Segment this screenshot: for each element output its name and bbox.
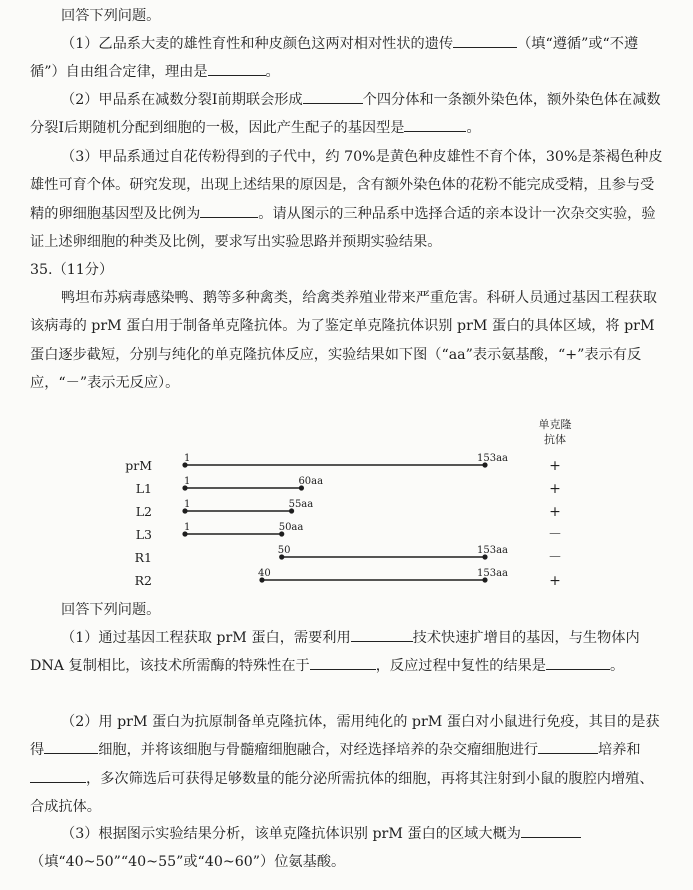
question-a3	[30, 143, 666, 256]
fragment-end-label: 153aa	[477, 453, 509, 464]
question-text: （2）用 prM 蛋白为抗原制备单克隆抗体，需用纯化的 prM 蛋白对小鼠进行免疫，其目的是获得	[30, 714, 660, 759]
question-text: 技术快速扩增目的基因，与生物体内 DNA 复制相比，该技术所需酶的特殊性在于	[30, 630, 640, 675]
answer-blank[interactable]	[30, 768, 86, 783]
row-name-label: L2	[135, 504, 152, 519]
question-text: ，反应过程中复性的结果是	[375, 658, 546, 675]
reaction-result: －	[548, 550, 562, 566]
row-name-label: L3	[135, 527, 152, 542]
fragment-end-label: 153aa	[477, 545, 509, 556]
question-text: （3）甲品系通过自花传粉得到的子代中，约 70%是黄色种皮雄性不育个体，30%是茶褐色种皮雄性可育个体。研究发现，出现上述结果的原因是，含有额外染色体的花粉不能完成受精，且参与受精的卵细胞基因型及比例为	[30, 149, 663, 222]
figure-rows	[125, 453, 562, 589]
question-a2	[30, 86, 666, 143]
answer-blank[interactable]	[521, 823, 581, 838]
answer-blank[interactable]	[200, 203, 258, 218]
answer-blank[interactable]	[303, 89, 363, 104]
question-text: 个四分体和一条额外染色体，额外染色体在减数分裂Ⅰ后期随机分配到细胞的一极，因此产生配子的基因型是	[30, 92, 661, 137]
fragment-end-label: 55aa	[288, 499, 314, 510]
question-text: 。	[265, 64, 280, 81]
section-intro-b	[30, 596, 666, 624]
question-text: （填“40~50”“40~55”或“40~60”）位氨基酸。	[30, 854, 346, 871]
question-text: （2）甲品系在减数分裂Ⅰ前期联会形成	[61, 92, 303, 108]
row-name-label: L1	[135, 481, 152, 496]
question-text: （3）根据图示实验结果分析，该单克隆抗体识别 prM 蛋白的区域大概为	[61, 826, 521, 842]
answer-blank[interactable]	[453, 33, 517, 48]
question-number: 35.（11分）	[30, 262, 114, 278]
question-text: 。请从图示的三种品系中选择合适的亲本设计一次杂交实验，验证上述卵细胞的种类及比例，要求写出实验思路并预期实验结果。	[30, 205, 656, 250]
fragment-start-label: 1	[184, 453, 191, 464]
answer-blank[interactable]	[538, 739, 598, 754]
answer-blank[interactable]	[546, 655, 610, 670]
fragment-start-label: 1	[184, 522, 191, 533]
answer-blank[interactable]	[404, 117, 466, 132]
question-text: （1）通过基因工程获取 prM 蛋白，需要利用	[61, 630, 351, 646]
question-text: 。	[610, 658, 625, 675]
truncation-diagram	[110, 418, 630, 590]
fragment-end-label: 50aa	[278, 522, 304, 533]
antibody-header-line2: 抗体	[544, 433, 566, 446]
question-b3	[30, 820, 666, 877]
intro-text: 回答下列问题。	[61, 602, 161, 618]
question-a1	[30, 30, 666, 87]
answer-blank[interactable]	[351, 627, 413, 642]
answer-blank[interactable]	[310, 655, 376, 670]
intro-text: 回答下列问题。	[61, 8, 161, 24]
question-text: 。	[466, 120, 481, 137]
question-text: ，多次筛选后可获得足够数量的能分泌所需抗体的细胞，再将其注射到小鼠的腹腔内增殖、合成抗体。	[30, 770, 654, 815]
reaction-result: +	[549, 481, 561, 497]
reaction-result: +	[549, 504, 561, 520]
question-text: （1）乙品系大麦的雄性育性和种皮颜色这两对相对性状的遗传	[61, 36, 454, 52]
fragment-end-label: 153aa	[477, 568, 509, 579]
reaction-result: +	[549, 573, 561, 589]
fragment-start-label: 40	[257, 568, 271, 579]
question-35-header	[30, 256, 666, 284]
row-name-label: R1	[134, 550, 152, 565]
fragment-start-label: 1	[184, 499, 191, 510]
reaction-result: －	[548, 527, 562, 543]
question-text: （填“遵循”或“不遵循”）自由组合定律，理由是	[30, 36, 639, 81]
answer-blank[interactable]	[44, 739, 98, 754]
row-name-label: prM	[125, 458, 152, 473]
fragment-start-label: 1	[184, 476, 191, 487]
question-35-intro	[30, 284, 666, 397]
question-b1	[30, 624, 666, 681]
question-text: 培养和	[598, 742, 641, 759]
question-text: 细胞，并将该细胞与骨髓瘤细胞融合，对经选择培养的杂交瘤细胞进行	[98, 742, 539, 759]
fragment-end-label: 60aa	[298, 476, 324, 487]
row-name-label: R2	[134, 573, 152, 588]
intro-text: 鸭坦布苏病毒感染鸭、鹅等多种禽类，给禽类养殖业带来严重危害。科研人员通过基因工程获取该病毒的 prM 蛋白用于制备单克隆抗体。为了鉴定单克隆抗体识别 prM 蛋白的具体区域，将 prM 蛋白逐步截短，分别与纯化的单克隆抗体反应，实验结果如下图（“aa”表示氨基酸，“+”表示有反应，“－”表示无反应）。	[30, 290, 657, 391]
answer-blank[interactable]	[208, 61, 266, 76]
reaction-result: +	[549, 458, 561, 474]
section-intro-a	[30, 2, 666, 30]
question-b2	[30, 708, 666, 821]
fragment-start-label: 50	[277, 545, 291, 556]
antibody-header-line1: 单克隆	[538, 418, 572, 431]
